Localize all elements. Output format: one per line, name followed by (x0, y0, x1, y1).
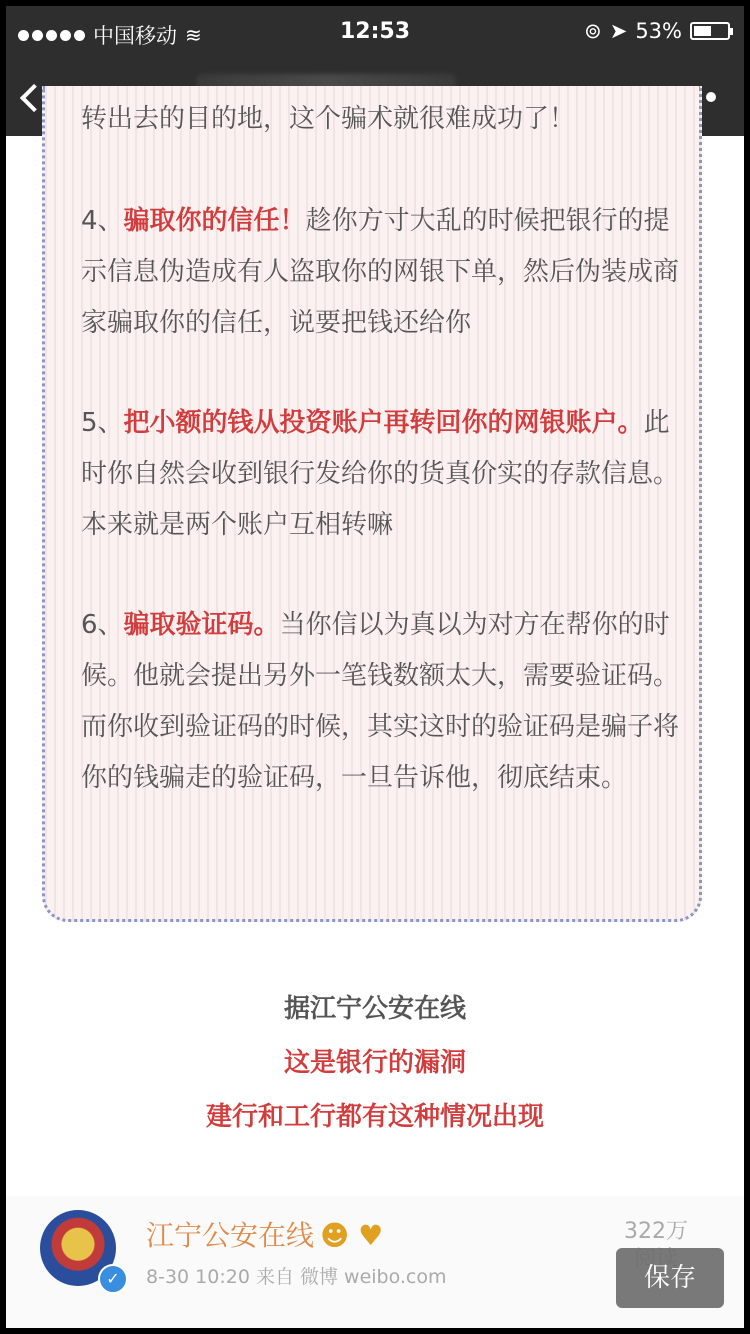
article-note-box (42, 86, 702, 922)
item-highlight: 骗取你的信任！ (123, 206, 306, 236)
account-name: 江宁公安在线 (146, 1219, 315, 1252)
item-text: 当你信以为真以为对方在帮你的时候。他就会提出另外一笔钱数额太大，需要验证码。而你收到验证码的时候，其实这时的验证码是骗子将你的钱骗走的验证码，一旦告诉他，彻底结束。 (81, 610, 680, 793)
read-count-value: 322万 (624, 1219, 688, 1244)
paragraph-item-5 (81, 398, 681, 551)
verified-badge-icon: ✓ (98, 1264, 128, 1294)
item-number: 5、 (81, 408, 124, 438)
save-button[interactable]: 保存 (616, 1248, 724, 1308)
paragraph-intro: 转出去的目的地，这个骗术就很难成功了！ (81, 104, 576, 134)
location-icon: ➤ (609, 19, 628, 43)
paragraph-item-6 (81, 600, 681, 804)
screen (6, 6, 744, 1328)
clock: 12:53 (339, 19, 411, 44)
highlight-line-1: 这是银行的漏洞 (283, 1048, 466, 1078)
source-line: 据江宁公安在线 (283, 994, 466, 1024)
post-meta: 8-30 10:20 来自 微博 weibo.com (146, 1266, 447, 1288)
item-highlight: 骗取验证码。 (123, 610, 280, 640)
item-text: 趁你方寸大乱的时候把银行的提示信息伪造成有人盗取你的网银下单，然后伪装成商家骗取你的信任，说要把钱还给你 (81, 206, 680, 338)
carrier-label: 中国移动 (93, 24, 177, 48)
item-text: 此时你自然会收到银行发给你的货真价实的存款信息。本来就是两个账户互相转嘛 (81, 408, 680, 540)
battery-icon (690, 22, 730, 40)
dot-icon (706, 92, 716, 102)
item-number: 4、 (81, 206, 124, 236)
highlight-line-2: 建行和工行都有这种情况出现 (205, 1102, 544, 1132)
rotation-lock-icon: ⊚ (584, 19, 602, 43)
paragraph-item-4 (81, 196, 681, 349)
item-highlight: 把小额的钱从投资账户再转回你的网银账户。 (123, 408, 644, 438)
status-bar (6, 6, 744, 60)
item-number: 6、 (81, 610, 124, 640)
account-name-row[interactable] (146, 1214, 383, 1254)
emoji-icon: ☻ ♥ (320, 1219, 384, 1252)
battery-percent: 53% (635, 19, 682, 43)
wifi-icon: ≋ (185, 23, 202, 47)
